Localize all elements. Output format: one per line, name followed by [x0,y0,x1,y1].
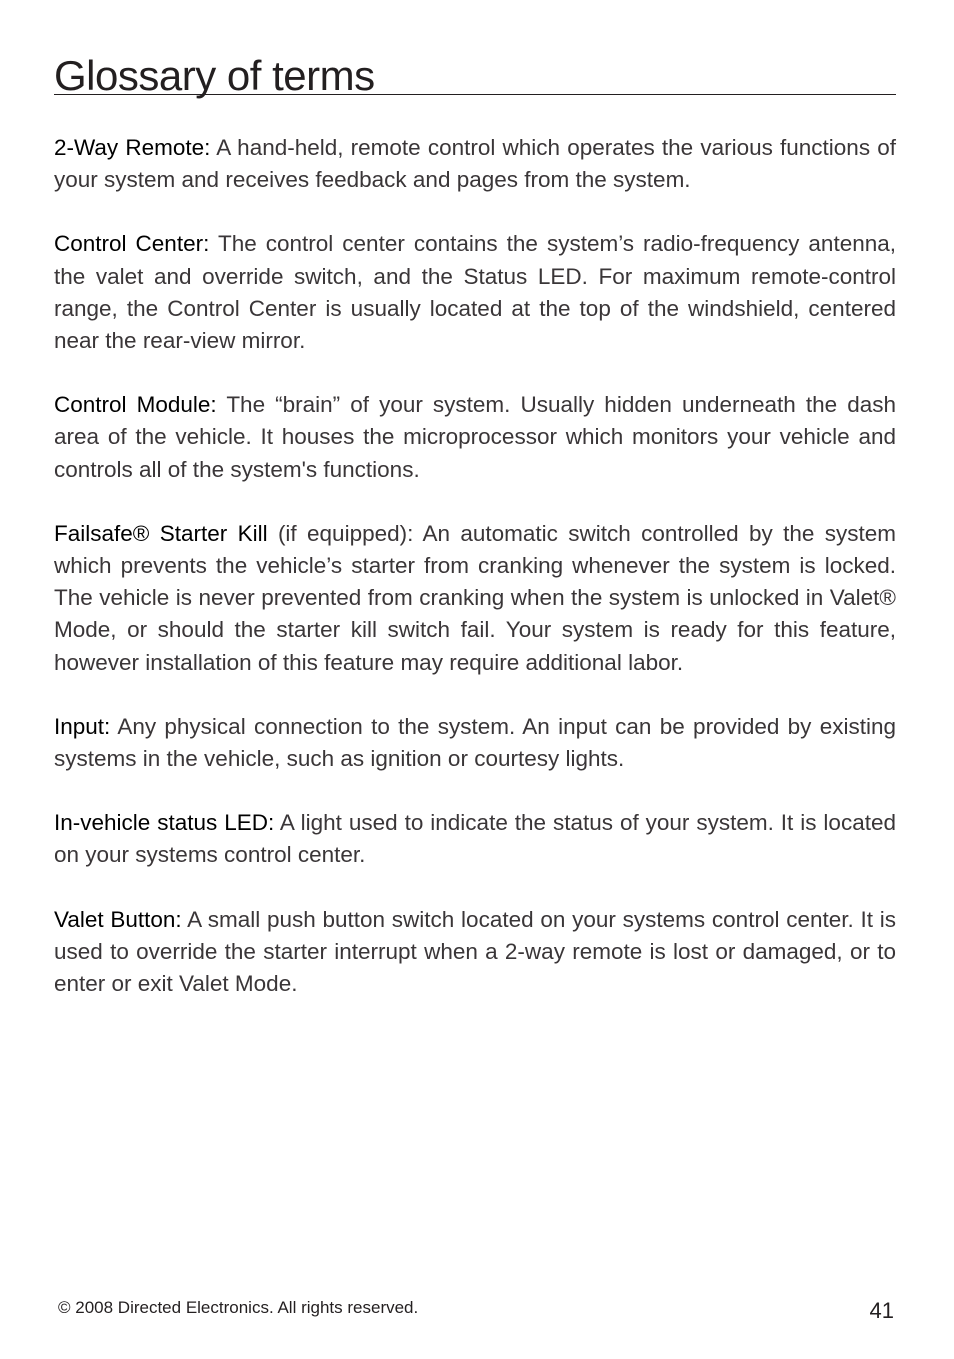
glossary-definition: A hand-held, remote control which operates the various functions of your system and receives feedback and pages from the system. [54,135,896,193]
glossary-definition: The “brain” of your system. Usually hidden underneath the dash area of the vehicle. It houses the microprocessor which monitors your vehicle and controls all of the system's functions. [54,392,896,482]
glossary-entry-2-way-remote [54,132,896,196]
glossary-definition: The control center contains the system’s radio-frequency antenna, the valet and override switch, and the Status LED. For maximum remote-control range, the Control Center is usually located at the top of the windshield, centered near the rear-view mirror. [54,231,896,354]
glossary-entry-control-module [54,389,896,486]
glossary-entry-failsafe-starter-kill [54,518,896,679]
glossary-entry-control-center [54,228,896,357]
glossary-definition: A light used to indicate the status of your system. It is located on your systems control center. [54,810,896,868]
title-underline [54,94,896,95]
glossary-list [54,132,896,1032]
glossary-term: Input: [54,713,111,739]
glossary-term: Control Module: [54,392,217,418]
glossary-definition: Any physical connection to the system. An input can be provided by existing systems in the vehicle, such as ignition or courtesy lights. [54,713,896,772]
glossary-entry-valet-button [54,904,896,1001]
glossary-entry-input [54,711,896,775]
glossary-entry-in-vehicle-status-led [54,807,896,871]
glossary-term: Failsafe® Starter Kill [54,520,268,546]
page-number: 41 [869,1298,894,1323]
footer-copyright: © 2008 Directed Electronics. All rights reserved. [58,1298,419,1317]
glossary-term: Valet Button: [54,906,182,932]
glossary-term: Control Center: [54,231,210,257]
page-title: Glossary of terms [54,52,375,99]
glossary-definition: A small push button switch located on your systems control center. It is used to override the starter interrupt when a 2-way remote is lost or damaged, or to enter or exit Valet Mode. [54,906,896,997]
glossary-term: In-vehicle status LED: [54,810,275,836]
glossary-definition: (if equipped): An automatic switch controlled by the system which prevents the vehicle’s starter from cranking whenever the system is locked. The vehicle is never prevented from cranking when the system is unlocked in Valet® Mode, or should the starter kill switch fail. Your system is ready for this feature, however installation of this feature may require additional labor. [54,520,896,675]
glossary-term: 2-Way Remote: [54,135,211,160]
